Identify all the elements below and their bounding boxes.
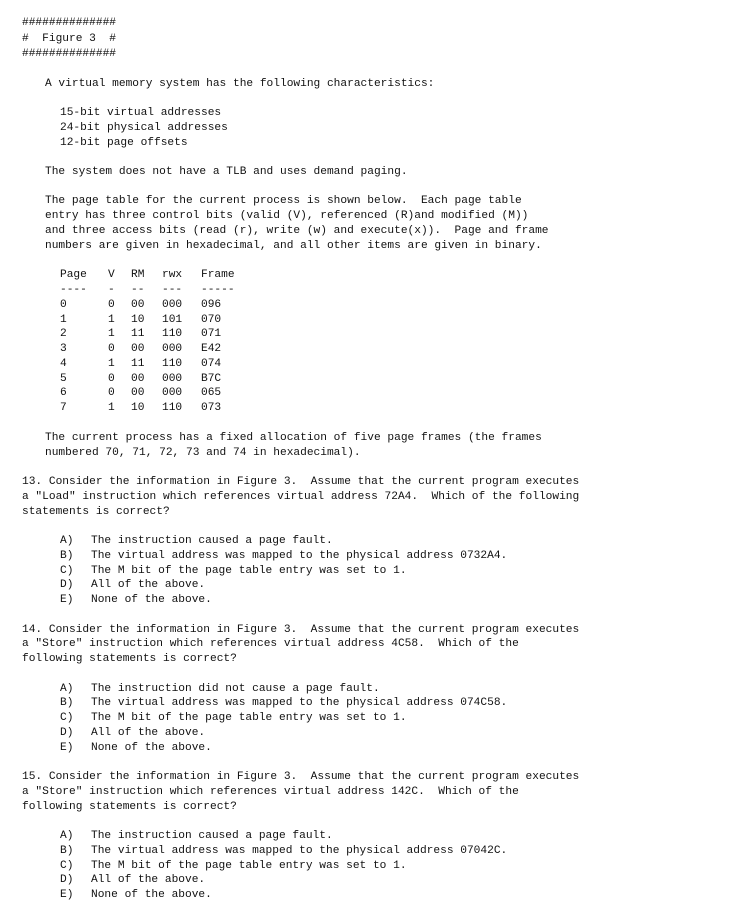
frame-cell: 070 <box>201 314 222 326</box>
valid-cell: 0 <box>108 373 115 385</box>
valid-cell: 0 <box>108 299 115 311</box>
rm-cell: 00 <box>131 343 145 355</box>
rwx-cell: 000 <box>162 373 183 385</box>
description-line: and three access bits (read (r), write (w) and execute(x)). Page and frame <box>45 225 549 237</box>
table-separator: ---- <box>60 284 87 296</box>
table-header-rm: RM <box>131 269 145 281</box>
rm-cell: 10 <box>131 402 145 414</box>
option-letter: C) <box>60 860 74 872</box>
option-text: The virtual address was mapped to the physical address 07042C. <box>91 845 508 857</box>
option-text: None of the above. <box>91 742 212 754</box>
page-cell: 4 <box>60 358 67 370</box>
frame-cell: 073 <box>201 402 222 414</box>
frame-cell: 071 <box>201 328 222 340</box>
option-text: All of the above. <box>91 874 206 886</box>
question-stem-line: 13. Consider the information in Figure 3. Assume that the current program executes <box>22 476 580 488</box>
option-letter: B) <box>60 697 74 709</box>
rwx-cell: 110 <box>162 328 183 340</box>
valid-cell: 1 <box>108 358 115 370</box>
question-stem-line: a "Load" instruction which references virtual address 72A4. Which of the following <box>22 491 580 503</box>
option-letter: D) <box>60 874 74 886</box>
frame-cell: 096 <box>201 299 222 311</box>
table-separator: -- <box>131 284 145 296</box>
option-text: The M bit of the page table entry was set to 1. <box>91 565 407 577</box>
allocation-note-line: The current process has a fixed allocation of five page frames (the frames <box>45 432 542 444</box>
rm-cell: 11 <box>131 328 145 340</box>
option-text: The virtual address was mapped to the physical address 074C58. <box>91 697 508 709</box>
rwx-cell: 000 <box>162 387 183 399</box>
characteristic-item: 15-bit virtual addresses <box>60 107 222 119</box>
option-letter: D) <box>60 727 74 739</box>
figure-header-border-bottom: ############## <box>22 48 116 60</box>
table-separator: --- <box>162 284 183 296</box>
option-letter: A) <box>60 683 74 695</box>
option-text: None of the above. <box>91 889 212 901</box>
option-text: None of the above. <box>91 594 212 606</box>
figure-header-border-top: ############## <box>22 17 116 29</box>
table-header-page: Page <box>60 269 87 281</box>
question-stem-line: a "Store" instruction which references virtual address 142C. Which of the <box>22 786 519 798</box>
page-cell: 2 <box>60 328 67 340</box>
question-stem-line: following statements is correct? <box>22 653 237 665</box>
page-cell: 6 <box>60 387 67 399</box>
characteristic-item: 24-bit physical addresses <box>60 122 228 134</box>
page-cell: 5 <box>60 373 67 385</box>
option-text: The M bit of the page table entry was set to 1. <box>91 860 407 872</box>
question-stem-line: a "Store" instruction which references virtual address 4C58. Which of the <box>22 638 519 650</box>
question-stem-line: 15. Consider the information in Figure 3. Assume that the current program executes <box>22 771 580 783</box>
intro-lead: A virtual memory system has the following characteristics: <box>45 78 435 90</box>
option-text: The M bit of the page table entry was set to 1. <box>91 712 407 724</box>
rwx-cell: 110 <box>162 402 183 414</box>
characteristic-item: 12-bit page offsets <box>60 137 188 149</box>
frame-cell: 065 <box>201 387 222 399</box>
description-line: numbers are given in hexadecimal, and all other items are given in binary. <box>45 240 542 252</box>
rm-cell: 10 <box>131 314 145 326</box>
option-letter: A) <box>60 830 74 842</box>
rwx-cell: 000 <box>162 299 183 311</box>
table-header-frame: Frame <box>201 269 235 281</box>
valid-cell: 1 <box>108 314 115 326</box>
rm-cell: 00 <box>131 373 145 385</box>
option-letter: A) <box>60 535 74 547</box>
valid-cell: 0 <box>108 387 115 399</box>
rwx-cell: 110 <box>162 358 183 370</box>
option-text: All of the above. <box>91 579 206 591</box>
description-line: The page table for the current process is shown below. Each page table <box>45 195 522 207</box>
table-header-rwx: rwx <box>162 269 183 281</box>
option-text: The virtual address was mapped to the physical address 0732A4. <box>91 550 508 562</box>
allocation-note-line: numbered 70, 71, 72, 73 and 74 in hexadecimal). <box>45 447 361 459</box>
question-stem-line: following statements is correct? <box>22 801 237 813</box>
option-text: The instruction caused a page fault. <box>91 535 333 547</box>
option-letter: E) <box>60 594 74 606</box>
rm-cell: 00 <box>131 299 145 311</box>
frame-cell: E42 <box>201 343 222 355</box>
option-letter: B) <box>60 550 74 562</box>
option-text: The instruction did not cause a page fault. <box>91 683 380 695</box>
option-letter: E) <box>60 889 74 901</box>
valid-cell: 0 <box>108 343 115 355</box>
question-stem-line: statements is correct? <box>22 506 170 518</box>
rm-cell: 00 <box>131 387 145 399</box>
valid-cell: 1 <box>108 328 115 340</box>
page-cell: 0 <box>60 299 67 311</box>
figure-title: # Figure 3 # <box>22 33 116 45</box>
option-text: All of the above. <box>91 727 206 739</box>
option-letter: C) <box>60 712 74 724</box>
rwx-cell: 000 <box>162 343 183 355</box>
description-line: entry has three control bits (valid (V), referenced (R)and modified (M)) <box>45 210 529 222</box>
frame-cell: B7C <box>201 373 222 385</box>
question-stem-line: 14. Consider the information in Figure 3. Assume that the current program executes <box>22 624 580 636</box>
option-text: The instruction caused a page fault. <box>91 830 333 842</box>
valid-cell: 1 <box>108 402 115 414</box>
option-letter: D) <box>60 579 74 591</box>
page-cell: 3 <box>60 343 67 355</box>
frame-cell: 074 <box>201 358 222 370</box>
option-letter: C) <box>60 565 74 577</box>
rwx-cell: 101 <box>162 314 183 326</box>
table-separator: ----- <box>201 284 235 296</box>
option-letter: E) <box>60 742 74 754</box>
table-header-v: V <box>108 269 115 281</box>
option-letter: B) <box>60 845 74 857</box>
tlb-note: The system does not have a TLB and uses demand paging. <box>45 166 408 178</box>
rm-cell: 11 <box>131 358 145 370</box>
page-cell: 1 <box>60 314 67 326</box>
table-separator: - <box>108 284 115 296</box>
page-cell: 7 <box>60 402 67 414</box>
